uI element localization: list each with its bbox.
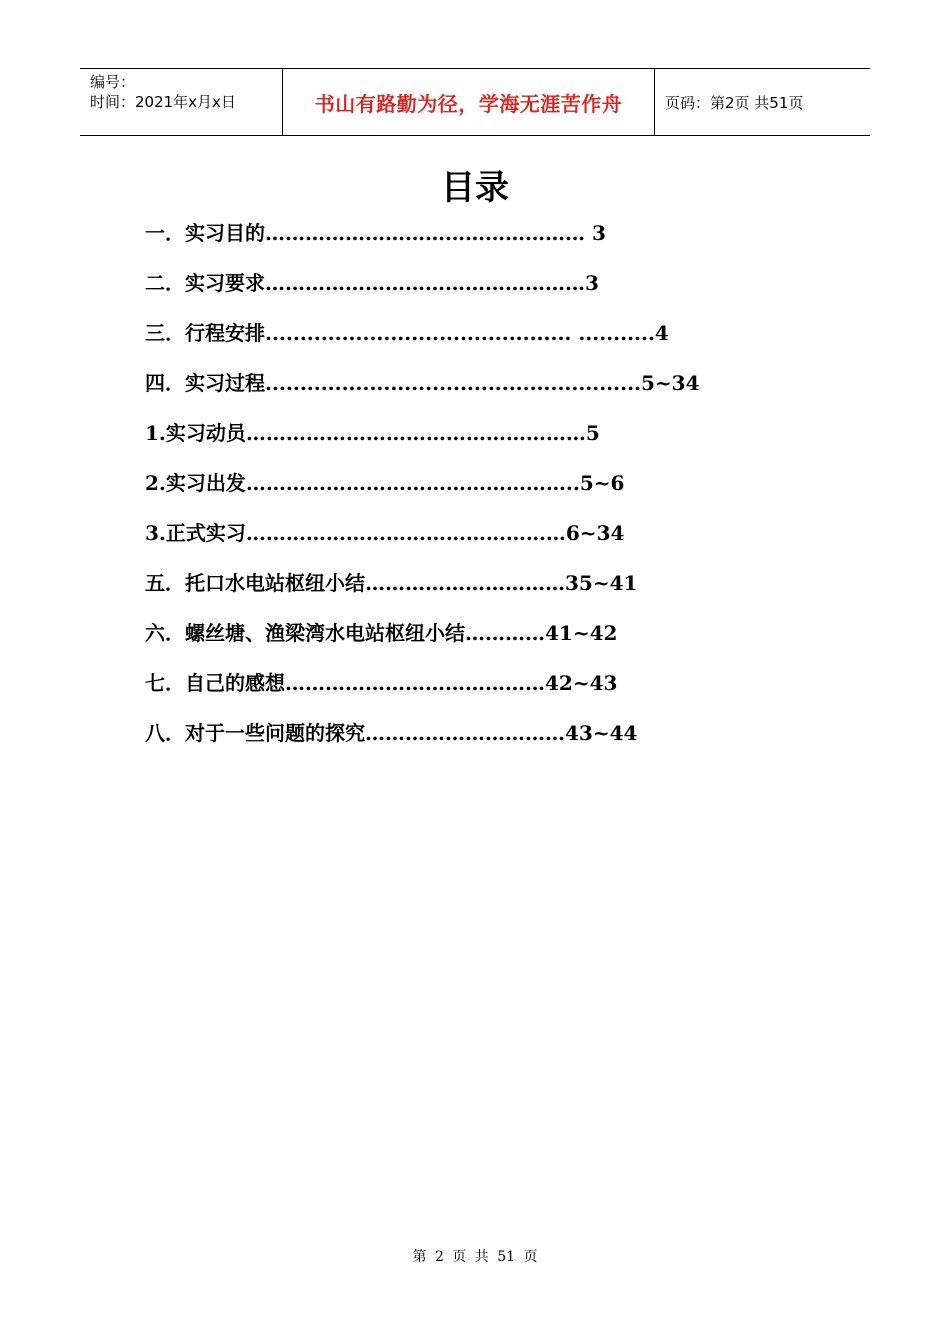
toc-item-label: 七．自己的感想 [145,671,285,695]
toc-item-page: 35~41 [565,571,638,595]
toc-item-leader: ………………………………… [285,671,545,695]
toc-item-page: 5 [585,421,600,445]
toc-item-page: 5~6 [579,471,625,495]
toc-item-label: 五．托口水电站枢纽小结 [145,571,365,595]
toc-item[interactable] [145,268,700,318]
header-meta [80,69,282,135]
toc-item-page: 3 [585,271,599,295]
toc-item-label: 2.实习出发 [145,471,246,495]
page-footer: 第 2 页 共 51 页 [412,1249,538,1265]
toc-item[interactable] [145,368,700,418]
toc-item-label: 3.正式实习 [145,521,246,545]
toc-item-page: 41~42 [545,621,618,645]
toc-item-page: 5~34 [641,371,700,395]
toc-item[interactable] [145,518,700,568]
toc-item-leader: …………………………………………… [245,421,586,445]
toc-item-page: 43~44 [565,721,638,745]
toc-item-label: 八．对于一些问题的探究 [145,721,365,745]
toc-item-page: 4 [654,321,669,345]
toc-item-label: 六．螺丝塘、渔梁湾水电站枢纽小结 [145,621,465,645]
toc-item-leader: ………………………… [365,571,565,595]
toc-item[interactable] [145,218,700,268]
toc-item-label: 一．实习目的 [145,221,265,245]
toc-item[interactable] [145,468,700,518]
header-time: 时间：2021年x月x日 [90,93,236,111]
toc-item-leader: ...................................................... [265,371,641,395]
toc-item-page: 42~43 [545,671,618,695]
header-page-number: 页码：第2页 共51页 [665,93,804,112]
toc-item-leader: ………………………………………… [245,521,566,545]
toc-item[interactable] [145,318,700,368]
toc-item[interactable] [145,618,700,668]
toc-item[interactable] [145,668,700,718]
toc-item-label: 四．实习过程 [145,371,265,395]
header-motto: 书山有路勤为径，学海无涯苦作舟 [282,69,655,135]
page-header [80,68,870,136]
toc-item[interactable] [145,568,700,618]
toc-item[interactable] [145,718,700,768]
toc-item-leader: ………………………… [365,721,565,745]
toc-item-label: 二．实习要求 [145,271,265,295]
toc-item-leader: ………………………………………… [265,221,592,245]
toc-item-leader: ………………………………………… [265,271,585,295]
toc-item-label: 1.实习动员 [145,421,246,445]
toc-item[interactable] [145,418,700,468]
toc-item-page: 3 [591,221,606,245]
toc-item-leader: ………………………………………….. [245,471,580,495]
page-title: 目录 [441,168,509,208]
header-number: 编号： [90,73,136,91]
toc-item-leader: ............................................ ........... [265,321,655,345]
toc-item-page: 6~34 [565,521,625,545]
toc-item-label: 三．行程安排 [145,321,265,345]
toc-item-leader: ………… [465,621,545,645]
table-of-contents [145,218,700,768]
